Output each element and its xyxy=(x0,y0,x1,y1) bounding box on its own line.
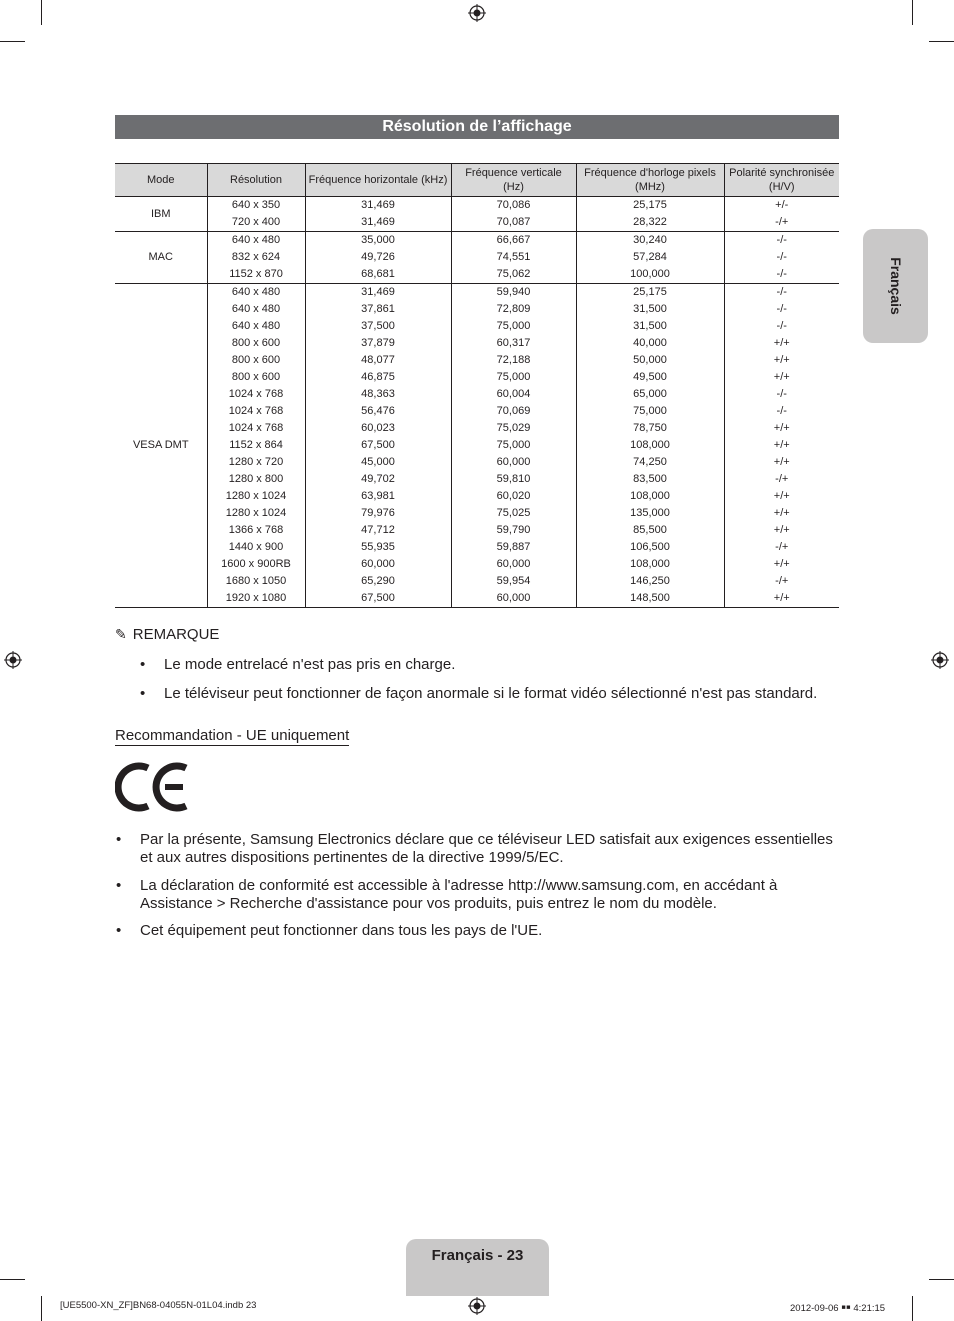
section-title: Résolution de l’affichage xyxy=(115,115,839,139)
table-row xyxy=(115,318,839,335)
header-sync-polarity: Polarité synchronisée (H/V) xyxy=(724,164,839,197)
table-row xyxy=(115,454,839,471)
table-row xyxy=(115,284,839,302)
table-row xyxy=(115,573,839,590)
v-freq-cell: 75,025 xyxy=(451,505,576,522)
print-date-info: 2012-09-06 ￭￭ 4:21:15 xyxy=(790,1303,886,1314)
polarity-cell: -/- xyxy=(724,318,839,335)
resolution-cell: 1024 x 768 xyxy=(207,386,305,403)
clock-cell: 49,500 xyxy=(576,369,724,386)
h-freq-cell: 37,500 xyxy=(305,318,451,335)
resolution-cell: 1024 x 768 xyxy=(207,420,305,437)
resolution-cell: 800 x 600 xyxy=(207,352,305,369)
clock-cell: 83,500 xyxy=(576,471,724,488)
polarity-cell: -/+ xyxy=(724,214,839,232)
h-freq-cell: 65,290 xyxy=(305,573,451,590)
table-row xyxy=(115,420,839,437)
clock-cell: 148,500 xyxy=(576,590,724,608)
h-freq-cell: 60,023 xyxy=(305,420,451,437)
note-title: REMARQUE xyxy=(132,626,220,643)
bullet-icon: • xyxy=(140,656,146,673)
recommendation-title: Recommandation - UE uniquement xyxy=(115,727,350,744)
polarity-cell: +/+ xyxy=(724,505,839,522)
page-number-tab xyxy=(406,1239,549,1296)
language-side-tab xyxy=(863,229,928,343)
polarity-cell: +/+ xyxy=(724,352,839,369)
polarity-cell: +/+ xyxy=(724,369,839,386)
table-row xyxy=(115,369,839,386)
resolution-cell: 720 x 400 xyxy=(207,214,305,232)
polarity-cell: -/- xyxy=(724,284,839,302)
polarity-cell: -/- xyxy=(724,386,839,403)
clock-cell: 108,000 xyxy=(576,488,724,505)
v-freq-cell: 59,790 xyxy=(451,522,576,539)
resolution-cell: 1440 x 900 xyxy=(207,539,305,556)
resolution-cell: 1600 x 900RB xyxy=(207,556,305,573)
table-row xyxy=(115,437,839,454)
h-freq-cell: 79,976 xyxy=(305,505,451,522)
h-freq-cell: 31,469 xyxy=(305,197,451,215)
crop-mark xyxy=(929,1279,954,1280)
crop-mark xyxy=(0,1279,25,1280)
clock-cell: 75,000 xyxy=(576,403,724,420)
table-row xyxy=(115,232,839,250)
clock-cell: 108,000 xyxy=(576,437,724,454)
table-row xyxy=(115,214,839,232)
clock-cell: 65,000 xyxy=(576,386,724,403)
table-row xyxy=(115,539,839,556)
h-freq-cell: 31,469 xyxy=(305,284,451,302)
clock-cell: 108,000 xyxy=(576,556,724,573)
v-freq-cell: 60,000 xyxy=(451,454,576,471)
resolution-cell: 640 x 480 xyxy=(207,301,305,318)
h-freq-cell: 46,875 xyxy=(305,369,451,386)
h-freq-cell: 68,681 xyxy=(305,266,451,284)
resolution-table xyxy=(115,163,839,608)
clock-cell: 106,500 xyxy=(576,539,724,556)
h-freq-cell: 37,879 xyxy=(305,335,451,352)
v-freq-cell: 75,062 xyxy=(451,266,576,284)
bullet-icon: • xyxy=(116,922,122,939)
registration-mark-icon xyxy=(468,1297,486,1315)
bullet-icon: • xyxy=(116,877,122,894)
ce-mark-icon xyxy=(115,760,191,814)
polarity-cell: +/+ xyxy=(724,335,839,352)
mode-cell: MAC xyxy=(115,232,207,284)
v-freq-cell: 60,000 xyxy=(451,590,576,608)
recommendation-item: • Par la présente, Samsung Electronics déclare que ce téléviseur LED satisfait aux exigences essentielles et aux autres dispositions pertinentes de la directive 1999/5/EC. xyxy=(116,831,833,866)
note-heading xyxy=(115,626,219,643)
table-row xyxy=(115,266,839,284)
v-freq-cell: 60,000 xyxy=(451,556,576,573)
v-freq-cell: 59,954 xyxy=(451,573,576,590)
resolution-cell: 1280 x 720 xyxy=(207,454,305,471)
h-freq-cell: 60,000 xyxy=(305,556,451,573)
bullet-icon: • xyxy=(116,831,122,848)
v-freq-cell: 72,809 xyxy=(451,301,576,318)
resolution-cell: 800 x 600 xyxy=(207,335,305,352)
clock-cell: 31,500 xyxy=(576,318,724,335)
h-freq-cell: 55,935 xyxy=(305,539,451,556)
recommendation-item: • Cet équipement peut fonctionner dans tous les pays de l'UE. xyxy=(116,922,543,939)
bullet-icon: • xyxy=(140,685,146,702)
table-row xyxy=(115,352,839,369)
clock-cell: 25,175 xyxy=(576,284,724,302)
clock-cell: 85,500 xyxy=(576,522,724,539)
v-freq-cell: 70,087 xyxy=(451,214,576,232)
h-freq-cell: 49,702 xyxy=(305,471,451,488)
table-row xyxy=(115,197,839,215)
polarity-cell: +/+ xyxy=(724,488,839,505)
table-row xyxy=(115,488,839,505)
resolution-cell: 1680 x 1050 xyxy=(207,573,305,590)
crop-mark xyxy=(41,1296,42,1321)
note-item: • Le mode entrelacé n'est pas pris en charge. xyxy=(140,656,456,673)
clock-cell: 28,322 xyxy=(576,214,724,232)
table-row xyxy=(115,386,839,403)
clock-cell: 78,750 xyxy=(576,420,724,437)
resolution-cell: 1280 x 1024 xyxy=(207,488,305,505)
table-row xyxy=(115,403,839,420)
clock-cell: 100,000 xyxy=(576,266,724,284)
clock-cell: 30,240 xyxy=(576,232,724,250)
polarity-cell: -/- xyxy=(724,266,839,284)
h-freq-cell: 67,500 xyxy=(305,590,451,608)
header-resolution: Résolution xyxy=(207,164,305,197)
resolution-cell: 800 x 600 xyxy=(207,369,305,386)
crop-mark xyxy=(929,41,954,42)
v-freq-cell: 74,551 xyxy=(451,249,576,266)
print-file-info: [UE5500-XN_ZF]BN68-04055N-01L04.indb 23 xyxy=(60,1300,257,1311)
h-freq-cell: 67,500 xyxy=(305,437,451,454)
polarity-cell: -/- xyxy=(724,403,839,420)
table-row xyxy=(115,556,839,573)
h-freq-cell: 47,712 xyxy=(305,522,451,539)
h-freq-cell: 45,000 xyxy=(305,454,451,471)
v-freq-cell: 70,069 xyxy=(451,403,576,420)
h-freq-cell: 48,363 xyxy=(305,386,451,403)
clock-cell: 50,000 xyxy=(576,352,724,369)
pencil-icon: ✎ xyxy=(115,626,127,642)
v-freq-cell: 75,029 xyxy=(451,420,576,437)
crop-mark xyxy=(912,0,913,25)
v-freq-cell: 60,004 xyxy=(451,386,576,403)
v-freq-cell: 75,000 xyxy=(451,318,576,335)
h-freq-cell: 35,000 xyxy=(305,232,451,250)
v-freq-cell: 75,000 xyxy=(451,369,576,386)
table-row xyxy=(115,522,839,539)
resolution-cell: 640 x 350 xyxy=(207,197,305,215)
v-freq-cell: 60,317 xyxy=(451,335,576,352)
clock-cell: 57,284 xyxy=(576,249,724,266)
language-side-tab-label: Français xyxy=(887,257,904,315)
crop-mark xyxy=(912,1296,913,1321)
resolution-cell: 1280 x 1024 xyxy=(207,505,305,522)
polarity-cell: -/- xyxy=(724,232,839,250)
crop-mark xyxy=(41,0,42,25)
header-pixel-clock: Fréquence d'horloge pixels (MHz) xyxy=(576,164,724,197)
resolution-cell: 1280 x 800 xyxy=(207,471,305,488)
v-freq-cell: 59,810 xyxy=(451,471,576,488)
clock-cell: 135,000 xyxy=(576,505,724,522)
resolution-cell: 1920 x 1080 xyxy=(207,590,305,608)
clock-cell: 40,000 xyxy=(576,335,724,352)
v-freq-cell: 66,667 xyxy=(451,232,576,250)
v-freq-cell: 59,940 xyxy=(451,284,576,302)
recommendation-item: • La déclaration de conformité est accessible à l'adresse http://www.samsung.com, en accédant à Assistance > Recherche d'assistance pour vos produits, puis entrez le nom du modèle. xyxy=(116,877,778,912)
h-freq-cell: 31,469 xyxy=(305,214,451,232)
v-freq-cell: 75,000 xyxy=(451,437,576,454)
polarity-cell: +/+ xyxy=(724,556,839,573)
resolution-cell: 1024 x 768 xyxy=(207,403,305,420)
polarity-cell: -/+ xyxy=(724,539,839,556)
clock-cell: 74,250 xyxy=(576,454,724,471)
polarity-cell: +/+ xyxy=(724,522,839,539)
page-number-label: Français - 23 xyxy=(431,1247,524,1264)
clock-cell: 31,500 xyxy=(576,301,724,318)
h-freq-cell: 49,726 xyxy=(305,249,451,266)
h-freq-cell: 56,476 xyxy=(305,403,451,420)
table-row xyxy=(115,335,839,352)
resolution-cell: 640 x 480 xyxy=(207,284,305,302)
registration-mark-icon xyxy=(4,651,22,669)
header-mode: Mode xyxy=(115,164,207,197)
polarity-cell: -/- xyxy=(724,249,839,266)
table-row xyxy=(115,249,839,266)
resolution-cell: 640 x 480 xyxy=(207,318,305,335)
registration-mark-icon xyxy=(468,4,486,22)
mode-cell: VESA DMT xyxy=(115,284,207,608)
resolution-cell: 832 x 624 xyxy=(207,249,305,266)
v-freq-cell: 59,887 xyxy=(451,539,576,556)
table-row xyxy=(115,505,839,522)
table-header-row xyxy=(115,164,839,197)
mode-cell: IBM xyxy=(115,197,207,232)
v-freq-cell: 60,020 xyxy=(451,488,576,505)
table-row xyxy=(115,590,839,608)
resolution-cell: 640 x 480 xyxy=(207,232,305,250)
header-vertical-frequency: Fréquence verticale (Hz) xyxy=(451,164,576,197)
table-row xyxy=(115,471,839,488)
polarity-cell: -/+ xyxy=(724,573,839,590)
polarity-cell: +/+ xyxy=(724,437,839,454)
polarity-cell: +/+ xyxy=(724,590,839,608)
v-freq-cell: 72,188 xyxy=(451,352,576,369)
registration-mark-icon xyxy=(931,651,949,669)
clock-cell: 25,175 xyxy=(576,197,724,215)
h-freq-cell: 63,981 xyxy=(305,488,451,505)
polarity-cell: -/- xyxy=(724,301,839,318)
resolution-cell: 1366 x 768 xyxy=(207,522,305,539)
table-row xyxy=(115,301,839,318)
h-freq-cell: 37,861 xyxy=(305,301,451,318)
resolution-cell: 1152 x 870 xyxy=(207,266,305,284)
v-freq-cell: 70,086 xyxy=(451,197,576,215)
polarity-cell: -/+ xyxy=(724,471,839,488)
polarity-cell: +/+ xyxy=(724,420,839,437)
crop-mark xyxy=(0,41,25,42)
polarity-cell: +/+ xyxy=(724,454,839,471)
polarity-cell: +/- xyxy=(724,197,839,215)
header-horizontal-frequency: Fréquence horizontale (kHz) xyxy=(305,164,451,197)
clock-cell: 146,250 xyxy=(576,573,724,590)
resolution-cell: 1152 x 864 xyxy=(207,437,305,454)
note-item: • Le téléviseur peut fonctionner de façon anormale si le format vidéo sélectionné n'est pas standard. xyxy=(140,685,818,702)
h-freq-cell: 48,077 xyxy=(305,352,451,369)
